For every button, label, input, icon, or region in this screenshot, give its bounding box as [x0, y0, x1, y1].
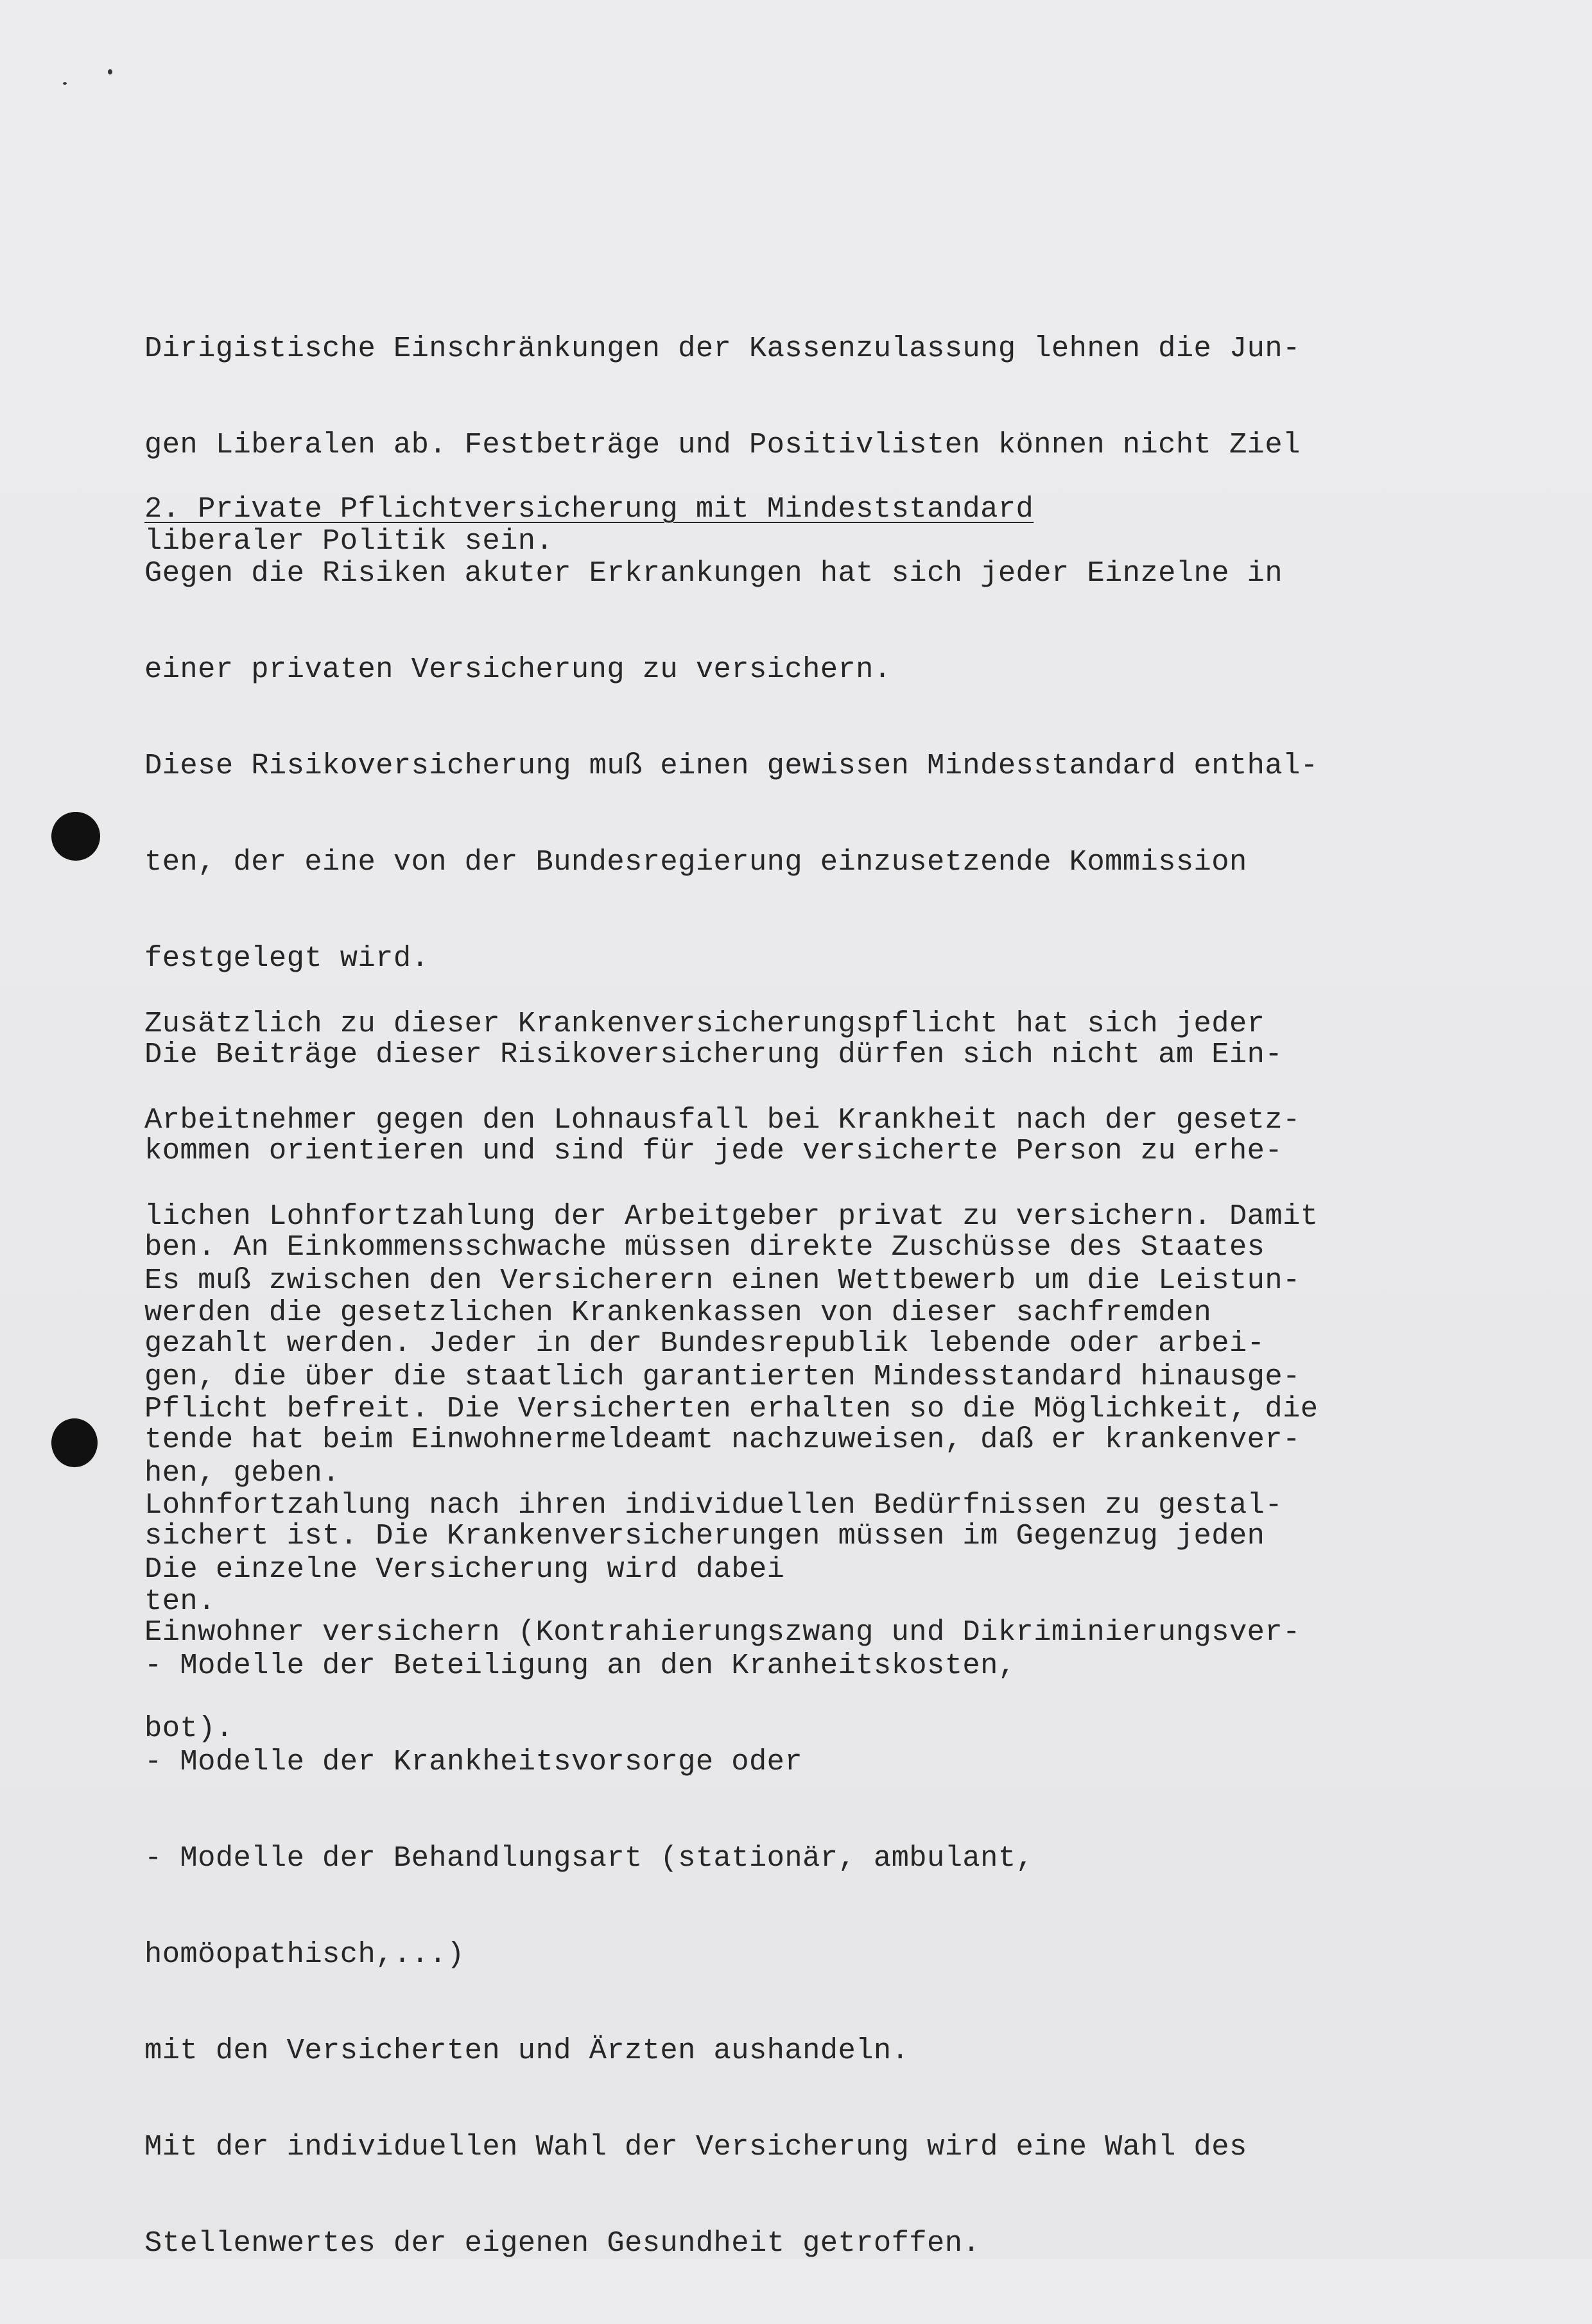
list-item: - Modelle der Beteiligung an den Kranheitskosten, — [144, 1649, 1016, 1682]
scan-speck — [63, 82, 67, 85]
text-line: lichen Lohnfortzahlung der Arbeitgeber privat zu versichern. Damit — [144, 1200, 1319, 1233]
section-heading-text: 2. Private Pflichtversicherung mit Mindeststandard — [144, 492, 1034, 526]
text-line: gen Liberalen ab. Festbeträge und Positivlisten können nicht Ziel — [144, 428, 1301, 461]
text-line: Es muß zwischen den Versicherern einen Wettbewerb um die Leistun- — [144, 1264, 1301, 1297]
text-line: ten. — [144, 1585, 216, 1618]
scan-speck — [108, 69, 112, 74]
text-line: Stellenwertes der eigenen Gesundheit getroffen. — [144, 2226, 981, 2260]
text-line: werden die gesetzlichen Krankenkassen von dieser sachfremden — [144, 1296, 1212, 1329]
text-line: Mit der individuellen Wahl der Versicherung wird eine Wahl des — [144, 2130, 1247, 2164]
text-line: bot). — [144, 1712, 234, 1745]
text-line: Lohnfortzahlung nach ihren individuellen Bedürfnissen zu gestal- — [144, 1488, 1283, 1522]
text-line: Dirigistische Einschränkungen der Kassenzulassung lehnen die Jun- — [144, 332, 1301, 365]
text-line: Die Beiträge dieser Risikoversicherung dürfen sich nicht am Ein- — [144, 1038, 1283, 1071]
text-line: mit den Versicherten und Ärzten aushandeln. — [144, 2034, 910, 2067]
punch-hole-bottom — [51, 1418, 98, 1467]
text-line: gen, die über die staatlich garantierten Mindesstandard hinausge- — [144, 1360, 1301, 1393]
text-line: hen, geben. — [144, 1456, 340, 1490]
text-line: liberaler Politik sein. — [144, 524, 554, 558]
text-line: ben. An Einkommensschwache müssen direkte Zuschüsse des Staates — [144, 1230, 1265, 1264]
text-line: Diese Risikoversicherung muß einen gewissen Mindesstandard enthal- — [144, 749, 1319, 782]
text-line: festgelegt wird. — [144, 942, 429, 975]
text-line: ten, der eine von der Bundesregierung einzusetzende Kommission — [144, 845, 1247, 879]
text-line: Arbeitnehmer gegen den Lohnausfall bei Krankheit nach der gesetz- — [144, 1103, 1301, 1137]
text-line: tende hat beim Einwohnermeldeamt nachzuweisen, daß er krankenver- — [144, 1423, 1301, 1456]
text-line: kommen orientieren und sind für jede versicherte Person zu erhe- — [144, 1134, 1283, 1167]
paragraph-competition — [144, 1200, 1301, 2323]
list-item: - Modelle der Krankheitsvorsorge oder — [144, 1745, 803, 1778]
text-line: Pflicht befreit. Die Versicherten erhalten so die Möglichkeit, die — [144, 1392, 1319, 1425]
text-line: Einwohner versichern (Kontrahierungszwang und Dikriminierungsver- — [144, 1615, 1301, 1649]
text-line: sichert ist. Die Krankenversicherungen müssen im Gegenzug jeden — [144, 1519, 1265, 1553]
text-line: einer privaten Versicherung zu versichern. — [144, 653, 892, 686]
text-line: homöopathisch,...) — [144, 1938, 465, 1971]
punch-hole-top — [51, 812, 100, 861]
text-line: Die einzelne Versicherung wird dabei — [144, 1553, 785, 1586]
list-item: - Modelle der Behandlungsart (stationär, ambulant, — [144, 1841, 1034, 1875]
text-line: Gegen die Risiken akuter Erkrankungen hat sich jeder Einzelne in — [144, 556, 1283, 590]
text-line: gezahlt werden. Jeder in der Bundesrepublik lebende oder arbei- — [144, 1327, 1265, 1360]
text-line: Zusätzlich zu dieser Krankenversicherungspflicht hat sich jeder — [144, 1007, 1265, 1040]
